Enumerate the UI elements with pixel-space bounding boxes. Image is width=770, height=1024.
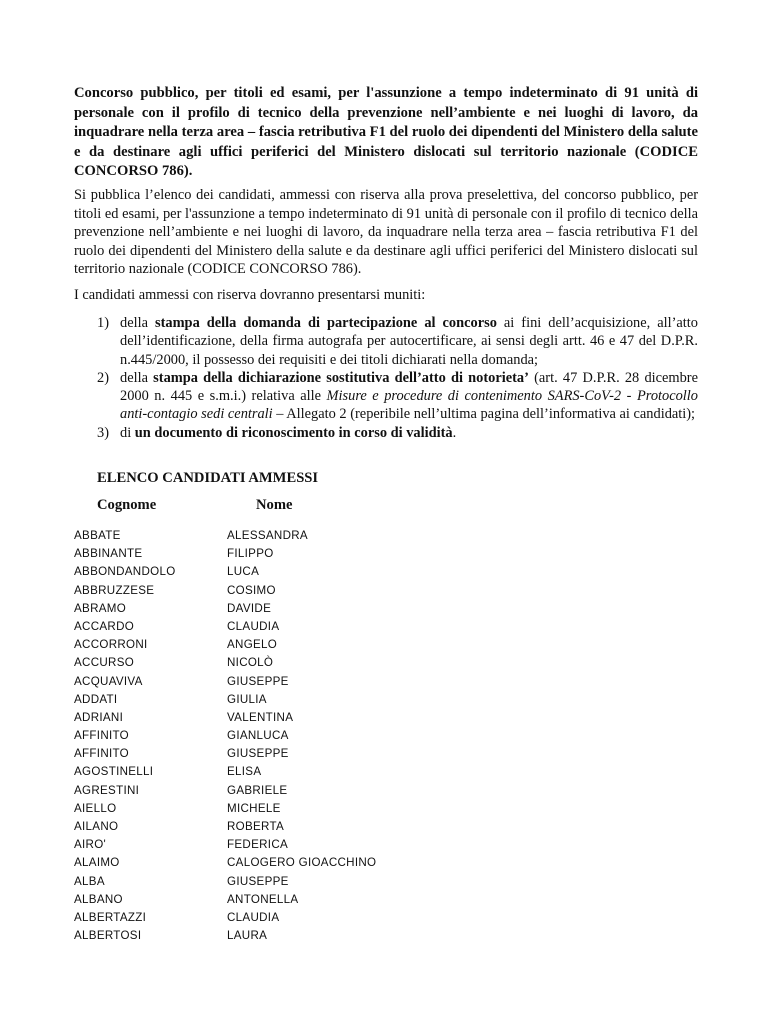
candidate-name: COSIMO: [227, 583, 276, 597]
candidate-surname: ALBA: [74, 874, 105, 888]
table-row: [74, 782, 474, 800]
candidate-name: GIUSEPPE: [227, 674, 289, 688]
table-row: [74, 727, 474, 745]
candidate-name: FEDERICA: [227, 838, 289, 852]
document-title: Concorso pubblico, per titoli ed esami, per l'assunzione a tempo indeterminato di 91 unità di personale con il profilo di tecnico della prevenzione nell’ambiente e nei luoghi di lavoro, da inquadrare nella terza area – fascia retributiva F1 del ruolo dei dipendenti del Ministero della salute e da destinare agli uffici periferici del Ministero dislocati sul territorio nazionale (CODICE CONCORSO 786).: [74, 85, 698, 180]
requirement-italic-text: Misure e procedure di contenimento SARS-CoV-2 - Protocollo anti-contagio sedi centrali: [120, 388, 698, 423]
candidate-name: MICHELE: [227, 801, 281, 815]
candidate-surname: AGOSTINELLI: [74, 765, 154, 779]
candidate-name: CALOGERO GIOACCHINO: [227, 856, 377, 870]
candidate-surname: ALAIMO: [74, 856, 120, 870]
table-row: [74, 527, 474, 545]
requirement-text: .: [452, 424, 457, 441]
column-header-surname: Cognome: [97, 497, 157, 513]
candidate-surname: ACQUAVIVA: [74, 674, 143, 688]
table-row: [74, 891, 474, 909]
table-row: [74, 800, 474, 818]
table-row: [74, 909, 474, 927]
requirement-number: 1): [97, 315, 109, 331]
candidate-name: ANTONELLA: [227, 892, 299, 906]
requirement-text: (art. 47 D.P.R. 28 dicembre 2000 n. 445 e s.m.i.) relativa alle: [120, 369, 698, 405]
candidate-surname: AFFINITO: [74, 729, 130, 743]
candidate-surname: AIELLO: [74, 801, 117, 815]
candidate-name: GABRIELE: [227, 783, 288, 797]
candidate-surname: AILANO: [74, 820, 119, 833]
candidate-name: GIUSEPPE: [227, 874, 289, 888]
column-header-name: Nome: [256, 497, 293, 513]
requirement-bold-text: un documento di riconoscimento in corso di validità: [134, 424, 453, 441]
requirement-item: [97, 369, 698, 424]
requirement-item: [97, 424, 698, 442]
table-row: [74, 745, 474, 763]
requirement-text: della: [120, 369, 154, 386]
requirements-list: [97, 314, 698, 442]
requirement-bold-text: stampa della dichiarazione sostitutiva dell’atto di notorieta’: [153, 369, 529, 386]
requirement-text: – Allegato 2 (reperibile nell’ultima pagina dell’informativa ai candidati);: [272, 406, 696, 423]
requirement-number: 3): [97, 424, 109, 441]
candidate-surname: ABBRUZZESE: [74, 583, 155, 597]
candidate-name: NICOLÒ: [227, 656, 274, 670]
table-row: [74, 636, 474, 654]
candidate-name: LUCA: [227, 565, 260, 579]
table-row: [74, 654, 474, 672]
candidate-name: GIUSEPPE: [227, 747, 289, 761]
table-row: [74, 545, 474, 563]
list-title: ELENCO CANDIDATI AMMESSI: [97, 470, 319, 486]
candidate-surname: ABBINANTE: [74, 547, 143, 561]
table-row: [74, 836, 474, 854]
candidate-name: ANGELO: [227, 638, 278, 652]
table-row: [74, 691, 474, 709]
candidate-name: GIANLUCA: [227, 729, 289, 743]
candidate-surname: ACCORRONI: [74, 638, 148, 652]
candidate-table: [74, 527, 474, 945]
requirements-lead: I candidati ammessi con riserva dovranno presentarsi muniti:: [74, 287, 426, 303]
candidate-surname: ACCARDO: [74, 619, 135, 633]
table-row: [74, 709, 474, 727]
candidate-surname: ALBERTOSI: [74, 929, 142, 943]
candidate-name: CLAUDIA: [227, 619, 280, 633]
candidate-surname: ABBATE: [74, 529, 121, 542]
requirement-number: 2): [97, 369, 109, 386]
candidate-surname: ACCURSO: [74, 656, 135, 670]
candidate-surname: AGRESTINI: [74, 783, 140, 797]
table-row: [74, 763, 474, 781]
requirement-text: ai fini dell’acquisizione, all’atto dell’identificazione, della firma autografa per autocertificare, ai sensi degli artt. 46 e 47 del D.P.R. n.445/2000, il possesso dei requisiti e dei titoli dichiarati nella domanda;: [120, 315, 698, 368]
candidate-surname: AIRO': [74, 838, 107, 852]
table-row: [74, 673, 474, 691]
table-row: [74, 600, 474, 618]
requirement-text: della: [120, 315, 155, 331]
requirement-text: di: [120, 424, 135, 441]
table-row: [74, 582, 474, 600]
candidate-surname: ABBONDANDOLO: [74, 565, 176, 579]
candidate-name: ELISA: [227, 765, 262, 779]
requirement-item: [97, 314, 698, 369]
table-row: [74, 927, 474, 945]
candidate-surname: ALBANO: [74, 892, 123, 906]
table-row: [74, 563, 474, 581]
table-row: [74, 618, 474, 636]
candidate-surname: AFFINITO: [74, 747, 130, 761]
table-row: [74, 854, 474, 872]
candidate-surname: ADRIANI: [74, 710, 124, 724]
requirement-bold-text: stampa della domanda di partecipazione al concorso: [154, 315, 497, 331]
candidate-surname: ALBERTAZZI: [74, 910, 147, 924]
candidate-surname: ABRAMO: [74, 601, 127, 615]
candidate-name: LAURA: [227, 929, 268, 943]
candidate-name: ROBERTA: [227, 820, 285, 833]
candidate-name: DAVIDE: [227, 601, 272, 615]
candidate-name: FILIPPO: [227, 547, 274, 561]
candidate-name: CLAUDIA: [227, 910, 280, 924]
table-row: [74, 818, 474, 836]
candidate-surname: ADDATI: [74, 692, 118, 706]
candidate-name: GIULIA: [227, 692, 267, 706]
candidate-name: VALENTINA: [227, 710, 294, 724]
candidate-name: ALESSANDRA: [227, 529, 308, 542]
table-row: [74, 873, 474, 891]
intro-paragraph: Si pubblica l’elenco dei candidati, ammessi con riserva alla prova preselettiva, del concorso pubblico, per titoli ed esami, per l'assunzione a tempo indeterminato di 91 unità di personale con il profilo di tecnico della prevenzione nell’ambiente e nei luoghi di lavoro, da inquadrare nella terza area – fascia retributiva F1 del ruolo dei dipendenti del Ministero della salute e da destinare agli uffici periferici del Ministero dislocati sul territorio nazionale (CODICE CONCORSO 786).: [74, 187, 698, 278]
